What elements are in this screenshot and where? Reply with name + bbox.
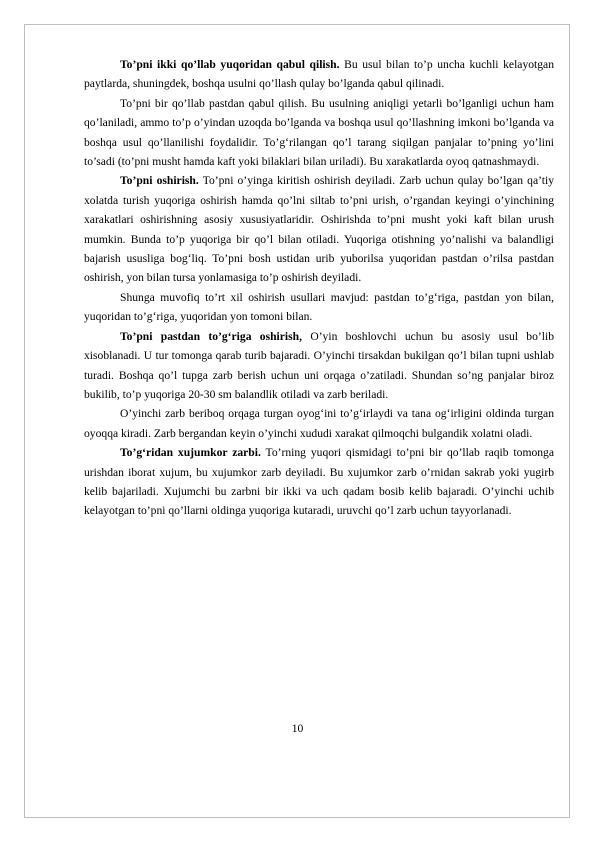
- paragraph-text: O’yin boshlovchi uchun bu asosiy usul bo’lib xisoblanadi. U tur tomonga qarab turib bajaradi. O’yinchi tirsakdan bukilgan qo’l bilan tupni ushlab turadi. Boshqa qo’l tupga zarb berish uchun uni orqaga o’zatiladi. Shundan so’ng panjalar biroz bukilib, to’p yuqoriga 20-30 sm balandlik otiladi va zarb beriladi.: [84, 329, 554, 401]
- paragraph-text: O’yinchi zarb beriboq orqaga turgan oyog‘ini to’g‘irlaydi va tana og‘irligini oldinda turgan oyoqqa kiradi. Zarb bergandan keyin o’yinchi xududi xarakat qilmoqchi bulgandik xolatni oladi.: [84, 407, 554, 440]
- paragraph-text: Bu usul bilan to’p uncha kuchli kelayotgan paytlarda, shuningdek, boshqa usulni qo’llash qulay bo’lganda qabul qilinadi.: [84, 58, 554, 91]
- paragraph-text: To’pni bir qo’llab pastdan qabul qilish. Bu usulning aniqligi yetarli bo’lganligi uchun ham qo’laniladi, ammo to’p o’yindan uzoqda bo’lganda va boshqa usul qo’llashning imkoni bo’lganda va boshqa usul qo’llanilishi foydalidir. To’g‘rilangan qo’l tarang siqilgan panjalar to’pning yo’lini to’sadi (to’pni musht hamda kaft yoki bilaklari bilan uriladi). Bu xarakatlarda oyoq qatnashmaydi.: [84, 96, 554, 169]
- paragraph-underhand-serve: [84, 327, 554, 405]
- paragraph-receive-one-hand: [84, 94, 554, 172]
- paragraph-text: Shunga muvofiq to’rt xil oshirish usullari mavjud: pastdan to’g‘riga, pastdan yon bilan, yuqoridan to’g‘riga, yuqoridan yon tomoni bilan.: [84, 290, 554, 324]
- paragraph-after-serve: [84, 404, 554, 443]
- paragraph-heading: To’g‘ridan xujumkor zarbi.: [120, 446, 261, 460]
- paragraph-attack-hit: [84, 443, 554, 521]
- paragraph-heading: To’pni pastdan to’g‘riga oshirish,: [120, 329, 303, 343]
- paragraph-serve-types: [84, 288, 554, 327]
- paragraph-text: To’pni o’yinga kiritish oshirish deyiladi. Zarb uchun qulay bo’lgan qa’tiy xolatda turish yuqoriga oshirish hamda qo’lni siltab to’pni urish, o’rgandan keyingi o’yinchining xarakatlari oshirishning asosiy xususiyatlaridir. Oshirishda to’pni musht yoki kaft bilan urush mumkin. Bunda to’p yuqoriga bir qo’l bilan otiladi. Yuqoriga otishning yo’nalishi va balandligi bajarish ususliga bog‘liq. To’pni bosh ustidan urib yuborilsa yuqoridan pastdan o’rilsa pastdan oshirish, yon bilan tursa yonlamasiga to’p oshirish deyiladi.: [84, 174, 554, 285]
- paragraph-heading: To’pni oshirish.: [120, 174, 199, 188]
- page-number: 10: [291, 722, 304, 735]
- paragraph-serve: [84, 171, 554, 287]
- document-body: [84, 55, 554, 521]
- paragraph-receive-overhead: [84, 55, 554, 94]
- paragraph-heading: To’pni ikki qo’llab yuqoridan qabul qilish.: [120, 58, 340, 71]
- paragraph-text: To’rning yuqori qismidagi to’pni bir qo’llab raqib tomonga urishdan iborat xujum, bu xujumkor zarb deyiladi. Bu xujumkor zarb o’rnidan sakrab yoki yugirb kelib bajariladi. Xujumchi bu zarbni bir ikki va uch qadam bosib kelib bajaradi. O’yinchi uchib kelayotgan to’pni qo’llarni oldinga yuqoriga kutaradi, uruvchi qo’l zarb uchun tayyorlanadi.: [84, 446, 554, 518]
